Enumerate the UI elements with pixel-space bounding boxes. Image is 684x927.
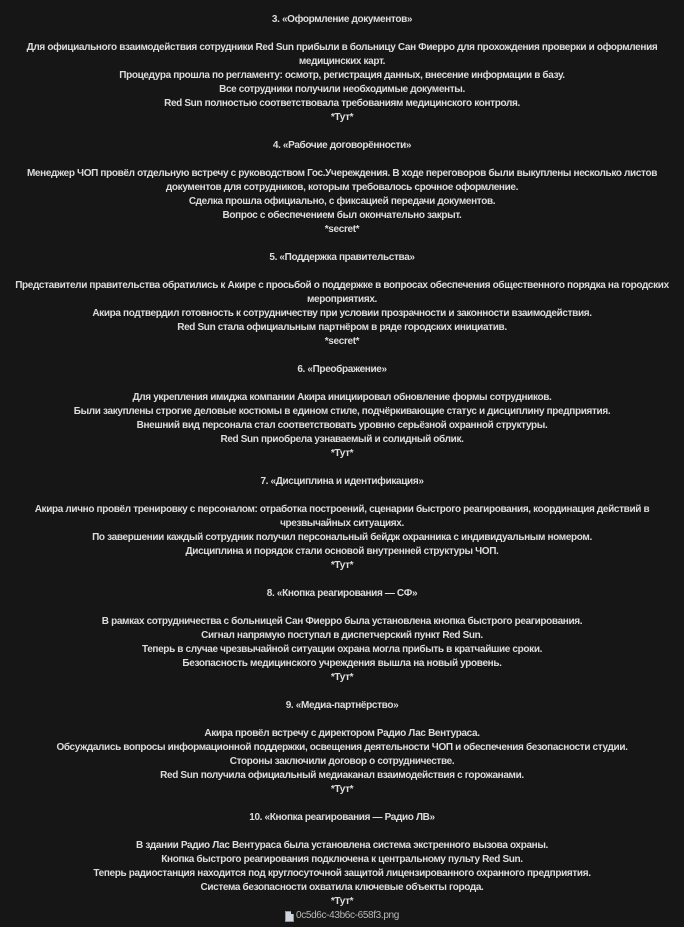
paragraph-line: В здании Радио Лас Вентураса была установлена система экстренного вызова охраны. (136, 840, 548, 851)
paragraph-line: Акира лично провёл тренировку с персоналом: отработка построений, сценарии быстрого реагирования, координация действий в чрезвычайных ситуациях. (34, 504, 650, 529)
paragraph-line: Внешний вид персонала стал соответствовать уровню серьёзной охранной структуры. (136, 420, 548, 431)
paragraph-line: Кнопка быстрого реагирования подключена к центральному пульту Red Sun. (161, 854, 523, 865)
section-tag: *Тут* (330, 560, 354, 571)
paragraph-line: Для официального взаимодействия сотрудники Red Sun прибыли в больницу Сан Фиерро для прохождения проверки и оформления медицинских карт. (26, 42, 658, 67)
section-tag: *secret* (324, 224, 360, 235)
section-title: 7. «Дисциплина и идентификация» (260, 476, 424, 487)
section-5 (0, 251, 684, 349)
section-8 (0, 587, 684, 685)
paragraph-line: Система безопасности охватила ключевые объекты города. (200, 882, 484, 893)
paragraph-line: Процедура прошла по регламенту: осмотр, регистрация данных, внесение информации в базу. (119, 70, 565, 81)
paragraph-line: Безопасность медицинского учреждения вышла на новый уровень. (182, 658, 502, 669)
broken-image-icon (285, 911, 294, 922)
section-10 (0, 811, 684, 927)
section-6 (0, 363, 684, 461)
paragraph-line: Сделка прошла официально, с фиксацией передачи документов. (188, 196, 496, 207)
section-7 (0, 475, 684, 573)
paragraph-line: Red Sun получила официальный медиаканал взаимодействия с горожанами. (160, 770, 524, 781)
paragraph-line: Обсуждались вопросы информационной поддержки, освещения деятельности ЧОП и обеспечения безопасности студии. (56, 742, 628, 753)
section-title: 10. «Кнопка реагирования — Радио ЛВ» (249, 812, 435, 823)
section-tag: *Тут* (330, 896, 354, 907)
section-3 (0, 13, 684, 125)
section-title: 8. «Кнопка реагирования — СФ» (266, 588, 418, 599)
section-title: 4. «Рабочие договорённости» (272, 140, 412, 151)
paragraph-line: Акира подтвердил готовность к сотрудничеству при условии прозрачности и законности взаимодействия. (92, 308, 592, 319)
section-tag: *secret* (324, 336, 360, 347)
section-title: 3. «Оформление документов» (271, 14, 413, 25)
section-tag: *Тут* (330, 784, 354, 795)
section-title: 5. «Поддержка правительства» (269, 252, 415, 263)
paragraph-line: Red Sun стала официальным партнёром в ряде городских инициатив. (177, 322, 507, 333)
broken-image-alt: 0c5d6c-43b6c-658f3.png (296, 910, 399, 921)
paragraph-line: Стороны заключили договор о сотрудничестве. (229, 756, 455, 767)
paragraph-line: Все сотрудники получили необходимые документы. (219, 84, 465, 95)
paragraph-line: Red Sun полностью соответствовала требованиям медицинского контроля. (164, 98, 520, 109)
paragraph-line: Red Sun приобрела узнаваемый и солидный облик. (220, 434, 464, 445)
section-tag: *Тут* (330, 448, 354, 459)
section-tag: *Тут* (330, 672, 354, 683)
paragraph-line: В рамках сотрудничества с больницей Сан Фиерро была установлена кнопка быстрого реагирования. (101, 616, 583, 627)
paragraph-line: Теперь в случае чрезвычайной ситуации охрана могла прибыть в кратчайшие сроки. (141, 644, 543, 655)
paragraph-line: Дисциплина и порядок стали основой внутренней структуры ЧОП. (185, 546, 499, 557)
section-9 (0, 699, 684, 797)
paragraph-line: Для укрепления имиджа компании Акира инициировал обновление формы сотрудников. (132, 392, 552, 403)
paragraph-line: Вопрос с обеспечением был окончательно закрыт. (222, 210, 462, 221)
paragraph-line: По завершении каждый сотрудник получил персональный бейдж охранника с индивидуальным номером. (92, 532, 592, 543)
paragraph-line: Теперь радиостанция находится под круглосуточной защитой лицензированного охранного предприятия. (93, 868, 591, 879)
paragraph-line: Акира провёл встречу с директором Радио Лас Вентураса. (204, 728, 480, 739)
paragraph-line: Были закуплены строгие деловые костюмы в едином стиле, подчёркивающие статус и дисциплину предприятия. (73, 406, 611, 417)
paragraph-line: Менеджер ЧОП провёл отдельную встречу с руководством Гос.Учереждения. В ходе переговоров были выкуплены несколько листов документов для сотрудников, которым требовалось срочное оформление. (26, 168, 658, 193)
section-title: 6. «Преображение» (297, 364, 387, 375)
paragraph-line: Представители правительства обратились к Акире с просьбой о поддержке в вопросах обеспечения общественного порядка на городских мероприятиях. (15, 280, 669, 305)
section-4 (0, 139, 684, 237)
broken-image[interactable] (285, 909, 399, 923)
paragraph-line: Сигнал напрямую поступал в диспетчерский пункт Red Sun. (201, 630, 483, 641)
section-tag: *Тут* (330, 112, 354, 123)
section-title: 9. «Медиа-партнёрство» (285, 700, 399, 711)
